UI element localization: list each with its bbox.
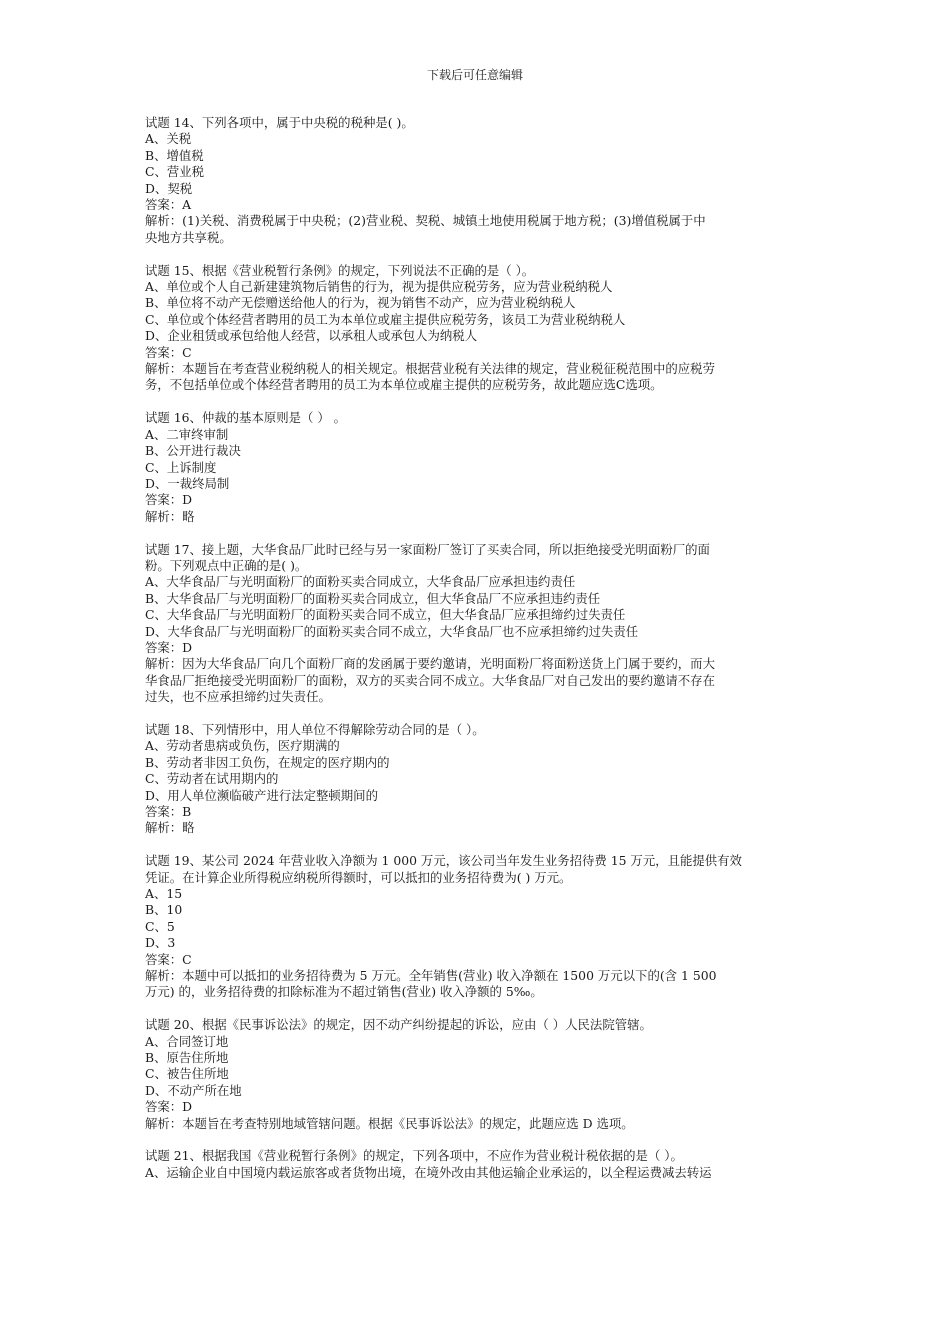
option-d: D、契税 — [145, 180, 193, 196]
explanation: 解析：略 — [145, 508, 195, 524]
question-21 — [145, 1148, 810, 1181]
answer: 答案：C — [145, 951, 192, 967]
explanation-cont: 务，不包括单位或个体经营者聘用的员工为本单位或雇主提供的应税劳务，故此题应选C选项。 — [145, 377, 663, 393]
question-stem: 试题 17、接上题，大华食品厂此时已经与另一家面粉厂签订了买卖合同，所以拒绝接受光明面粉厂的面 — [145, 541, 710, 557]
option-c: C、被告住所地 — [145, 1066, 229, 1082]
question-19 — [145, 853, 810, 1001]
question-stem: 试题 16、仲裁的基本原则是（ ） 。 — [145, 410, 347, 426]
answer: 答案：D — [145, 492, 193, 508]
option-c: C、大华食品厂与光明面粉厂的面粉买卖合同不成立，但大华食品厂应承担缔约过失责任 — [145, 607, 626, 623]
option-d: D、大华食品厂与光明面粉厂的面粉买卖合同不成立，大华食品厂也不应承担缔约过失责任 — [145, 623, 639, 639]
option-a: A、合同签订地 — [145, 1033, 229, 1049]
option-a: A、运输企业自中国境内载运旅客或者货物出境，在境外改由其他运输企业承运的，以全程运费减去转运 — [145, 1164, 712, 1180]
question-14 — [145, 115, 810, 246]
option-b: B、增值税 — [145, 147, 204, 163]
explanation-cont: 央地方共享税。 — [145, 229, 232, 245]
option-b: B、公开进行裁决 — [145, 443, 241, 459]
page-header: 下载后可任意编辑 — [426, 68, 523, 82]
option-a: A、15 — [145, 886, 183, 902]
question-20 — [145, 1017, 810, 1132]
question-stem: 试题 21、根据我国《营业税暂行条例》的规定，下列各项中，不应作为营业税计税依据的是（ ）。 — [145, 1148, 683, 1164]
question-stem: 试题 18、下列情形中，用人单位不得解除劳动合同的是（ ）。 — [145, 721, 485, 737]
option-b: B、单位将不动产无偿赠送给他人的行为，视为销售不动产，应为营业税纳税人 — [145, 295, 576, 311]
question-stem: 试题 14、下列各项中，属于中央税的税种是( )。 — [145, 115, 414, 130]
option-a: A、关税 — [145, 131, 192, 147]
question-16 — [145, 410, 810, 525]
option-a: A、单位或个人自己新建建筑物后销售的行为，视为提供应税劳务，应为营业税纳税人 — [145, 279, 613, 295]
explanation: 解析：(1)关税、消费税属于中央税；(2)营业税、契税、城镇土地使用税属于地方税；(3)增值税属于中 — [145, 213, 706, 229]
question-18 — [145, 722, 810, 837]
option-c: C、上诉制度 — [145, 459, 217, 475]
answer: 答案：D — [145, 1099, 193, 1115]
option-b: B、10 — [145, 902, 183, 918]
explanation: 解析：本题中可以抵扣的业务招待费为 5 万元。全年销售(营业) 收入净额在 1500 万元以下的(含 1 500 — [145, 968, 717, 984]
option-d: D、一裁终局制 — [145, 475, 230, 491]
option-a: A、二审终审制 — [145, 426, 229, 442]
explanation-cont: 万元) 的，业务招待费的扣除标准为不超过销售(营业) 收入净额的 5‰。 — [145, 984, 543, 1000]
question-stem-cont: 粉。下列观点中正确的是( )。 — [145, 557, 308, 573]
option-d: D、企业租赁或承包给他人经营，以承租人或承包人为纳税人 — [145, 328, 478, 344]
explanation: 解析：因为大华食品厂向几个面粉厂商的发函属于要约邀请，光明面粉厂将面粉送货上门属于要约，而大 — [145, 656, 715, 672]
option-c: C、营业税 — [145, 164, 205, 180]
option-c: C、单位或个体经营者聘用的员工为本单位或雇主提供应税劳务，该员工为营业税纳税人 — [145, 311, 626, 327]
question-15 — [145, 263, 810, 394]
option-b: B、原告住所地 — [145, 1050, 229, 1066]
option-b: B、大华食品厂与光明面粉厂的面粉买卖合同成立，但大华食品厂不应承担违约责任 — [145, 590, 601, 606]
option-b: B、劳动者非因工负伤，在规定的医疗期内的 — [145, 754, 390, 770]
answer: 答案：B — [145, 804, 192, 819]
answer: 答案：D — [145, 639, 193, 655]
option-a: A、大华食品厂与光明面粉厂的面粉买卖合同成立，大华食品厂应承担违约责任 — [145, 574, 576, 590]
option-d: D、用人单位濒临破产进行法定整顿期间的 — [145, 787, 378, 803]
explanation: 解析：略 — [145, 820, 195, 836]
option-d: D、3 — [145, 935, 176, 951]
answer: 答案：C — [145, 344, 192, 360]
explanation: 解析：本题旨在考查特别地域管辖问题。根据《民事诉讼法》的规定，此题应选 D 选项。 — [145, 1115, 634, 1131]
question-stem: 试题 15、根据《营业税暂行条例》的规定，下列说法不正确的是（ ）。 — [145, 262, 535, 278]
explanation-cont: 过失，也不应承担缔约过失责任。 — [145, 689, 331, 705]
option-a: A、劳动者患病或负伤，医疗期满的 — [145, 738, 340, 754]
question-stem: 试题 19、某公司 2024 年营业收入净额为 1 000 万元，该公司当年发生业务招待费 15 万元，且能提供有效 — [145, 853, 742, 869]
answer: 答案：A — [145, 197, 192, 213]
question-stem-cont: 凭证。在计算企业所得税应纳税所得额时，可以抵扣的业务招待费为( ) 万元。 — [145, 869, 572, 885]
question-17 — [145, 542, 810, 706]
option-d: D、不动产所在地 — [145, 1082, 242, 1098]
option-c: C、5 — [145, 918, 175, 934]
explanation: 解析：本题旨在考查营业税纳税人的相关规定。根据营业税有关法律的规定，营业税征税范围中的应税劳 — [145, 361, 715, 377]
explanation-cont: 华食品厂拒绝接受光明面粉厂的面粉，双方的买卖合同不成立。大华食品厂对自己发出的要约邀请不存在 — [145, 672, 715, 688]
document-body — [145, 115, 810, 1198]
option-c: C、劳动者在试用期内的 — [145, 771, 279, 787]
question-stem: 试题 20、根据《民事诉讼法》的规定，因不动产纠纷提起的诉讼，应由（ ）人民法院管辖。 — [145, 1017, 652, 1033]
